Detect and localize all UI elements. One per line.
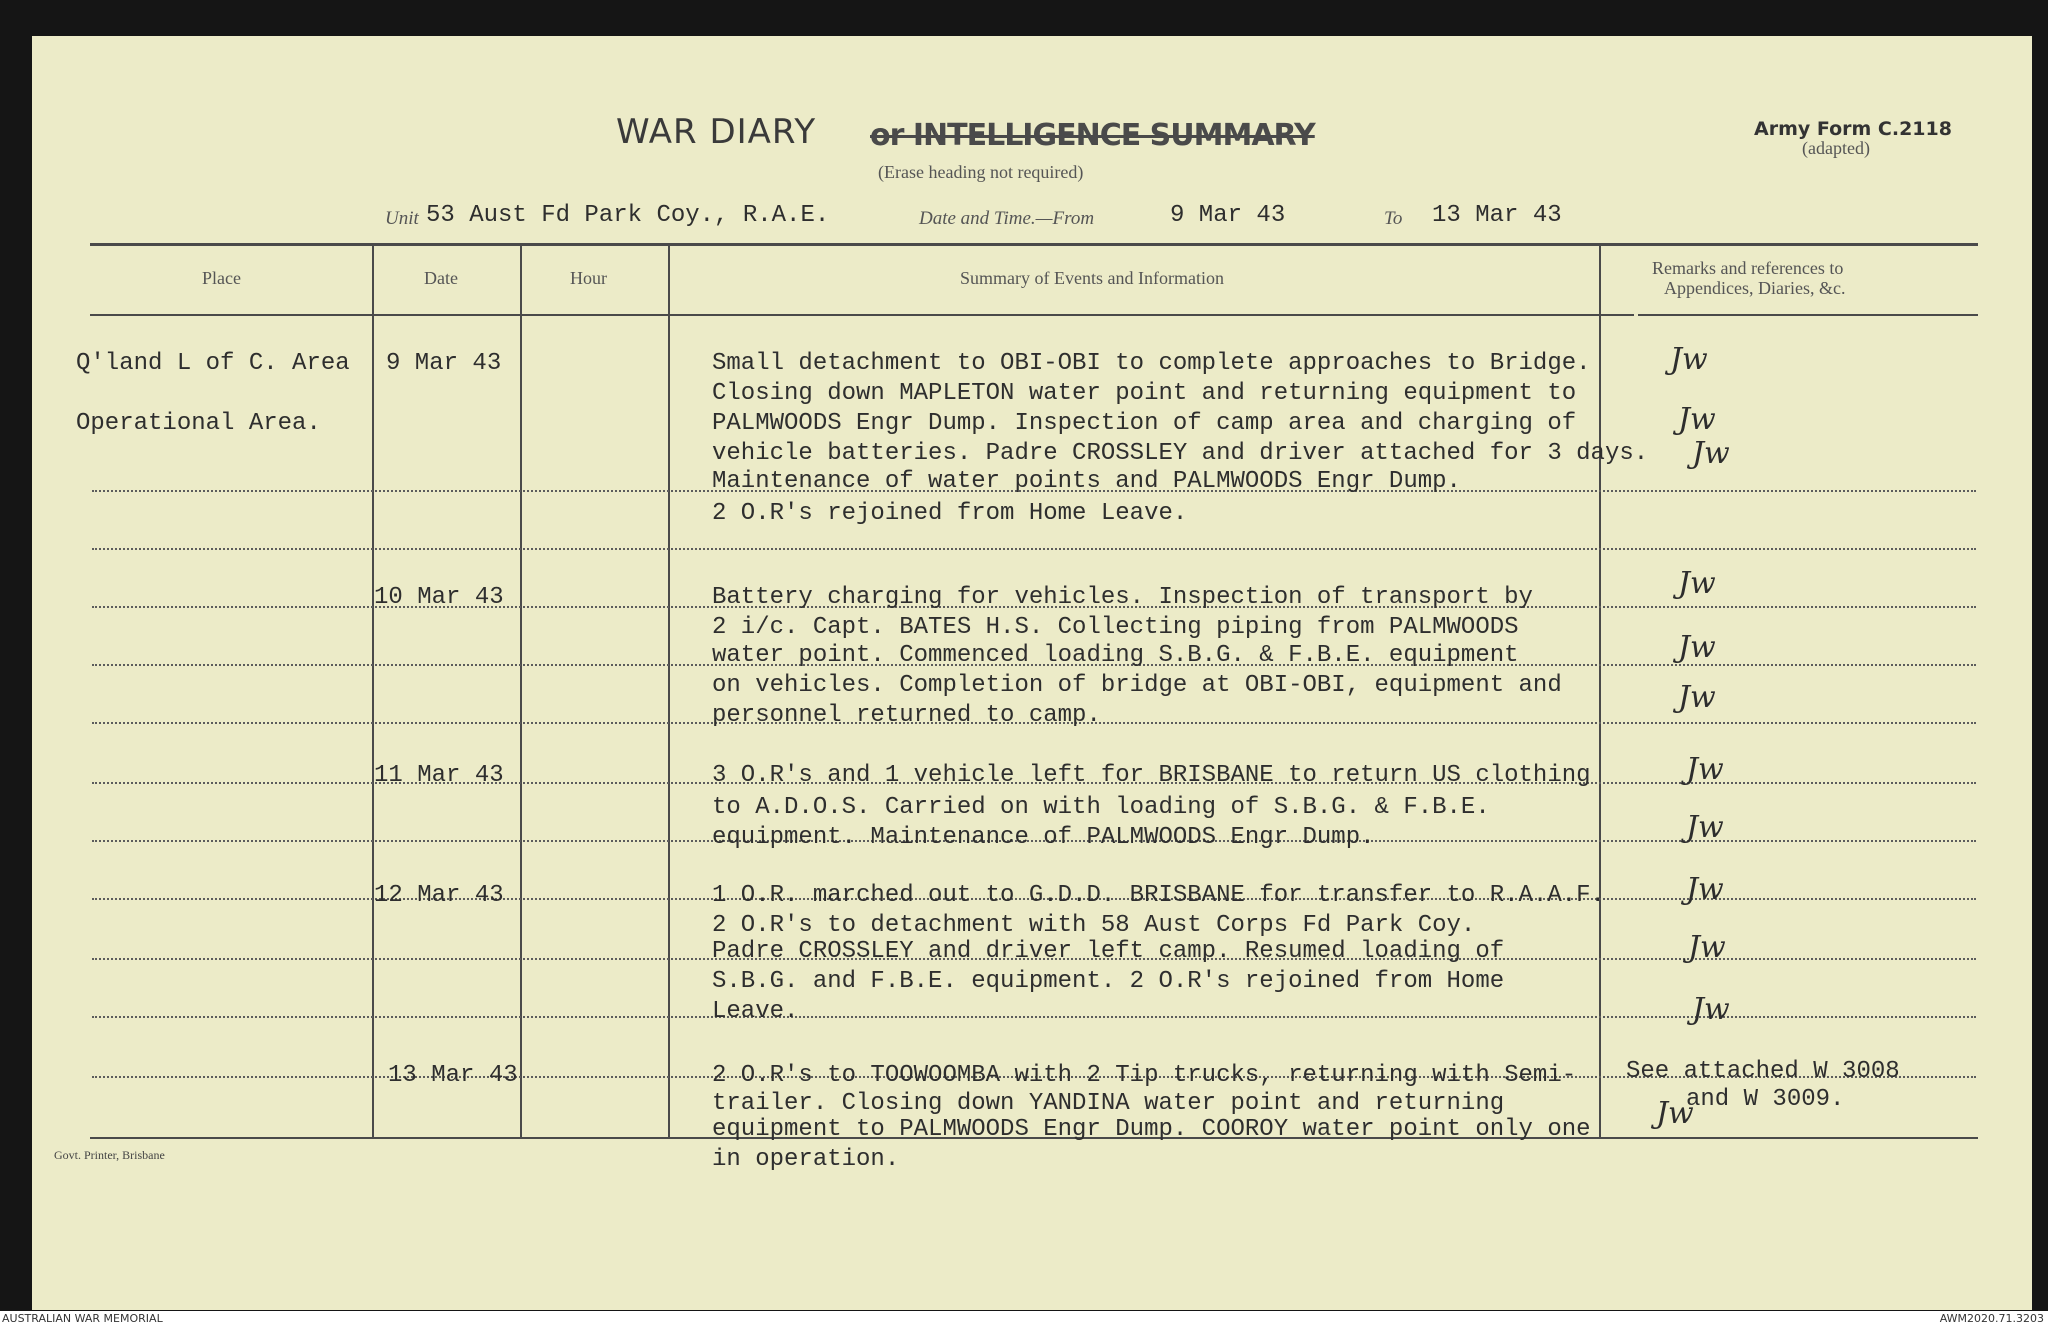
handwritten-initials: Jw	[1692, 992, 1730, 1027]
summary-line: Small detachment to OBI-OBI to complete approaches to Bridge.	[712, 350, 1591, 377]
ruled-line	[92, 548, 1976, 550]
erase-note: (Erase heading not required)	[878, 162, 1084, 182]
col-header-remarks: Remarks and references to	[1652, 258, 1844, 278]
archive-name: AUSTRALIAN WAR MEMORIAL	[2, 1312, 163, 1325]
col-header-remarks: Appendices, Diaries, &c.	[1664, 278, 1846, 298]
date-time-label: Date and Time.—From	[919, 208, 1095, 229]
summary-line: Maintenance of water points and PALMWOODS Engr Dump.	[712, 468, 1461, 495]
summary-line: Battery charging for vehicles. Inspection of transport by	[712, 584, 1533, 611]
summary-line: vehicle batteries. Padre CROSSLEY and driver attached for 3 days.	[712, 440, 1649, 467]
unit-label: Unit	[385, 208, 419, 229]
place-text: Q'land L of C. Area	[76, 350, 350, 377]
from-date: 9 Mar 43	[1170, 202, 1286, 229]
summary-line: equipment to PALMWOODS Engr Dump. COOROY water point only one	[712, 1116, 1591, 1143]
summary-line: Closing down MAPLETON water point and returning equipment to	[712, 380, 1577, 407]
col-header-date: Date	[424, 268, 458, 288]
summary-line: Leave.	[712, 998, 799, 1025]
handwritten-initials: Jw	[1656, 1096, 1694, 1131]
col-header-place: Place	[202, 268, 241, 288]
remarks-text: See attached W 3008	[1626, 1058, 1900, 1085]
summary-line: trailer. Closing down YANDINA water point and returning	[712, 1090, 1505, 1117]
col-divider-3	[668, 244, 670, 1138]
archive-reference: AWM2020.71.3203	[1939, 1312, 2044, 1325]
handwritten-initials: Jw	[1678, 402, 1716, 437]
entry-date: 10 Mar 43	[374, 584, 504, 611]
army-form-label: Army Form C.2118	[1754, 118, 1952, 140]
handwritten-initials: Jw	[1688, 930, 1726, 965]
summary-line: equipment. Maintenance of PALMWOODS Engr Dump.	[712, 824, 1375, 851]
printer-imprint: Govt. Printer, Brisbane	[54, 1148, 165, 1162]
header-rule-2	[1638, 314, 1978, 316]
archive-footer	[0, 1311, 2048, 1327]
col-header-summary: Summary of Events and Information	[960, 268, 1224, 288]
entry-date: 13 Mar 43	[388, 1062, 518, 1089]
struck-heading: or INTELLIGENCE SUMMARY	[870, 118, 1315, 153]
handwritten-initials: Jw	[1686, 810, 1724, 845]
handwritten-initials: Jw	[1686, 752, 1724, 787]
place-text: Operational Area.	[76, 410, 321, 437]
summary-line: to A.D.O.S. Carried on with loading of S.B.G. & F.B.E.	[712, 794, 1490, 821]
to-label: To	[1384, 208, 1403, 229]
col-divider-1	[372, 244, 374, 1138]
entry-date: 12 Mar 43	[374, 882, 504, 909]
col-divider-4	[1599, 244, 1601, 1138]
summary-line: Padre CROSSLEY and driver left camp. Resumed loading of	[712, 938, 1505, 965]
remarks-text: and W 3009.	[1686, 1086, 1845, 1113]
summary-line: 2 O.R's rejoined from Home Leave.	[712, 500, 1188, 527]
summary-line: PALMWOODS Engr Dump. Inspection of camp area and charging of	[712, 410, 1577, 437]
summary-line: 2 O.R's to TOOWOOMBA with 2 Tip trucks, returning with Semi-	[712, 1062, 1577, 1089]
summary-line: 2 O.R's to detachment with 58 Aust Corps Fd Park Coy.	[712, 912, 1476, 939]
summary-line: in operation.	[712, 1146, 900, 1173]
to-date: 13 Mar 43	[1432, 202, 1562, 229]
diary-sheet	[32, 36, 2032, 1310]
unit-value: 53 Aust Fd Park Coy., R.A.E.	[426, 202, 830, 229]
entry-date: 9 Mar 43	[386, 350, 502, 377]
header-rule-1	[90, 314, 1634, 316]
handwritten-initials: Jw	[1686, 872, 1724, 907]
handwritten-initials: Jw	[1670, 342, 1708, 377]
handwritten-initials: Jw	[1678, 566, 1716, 601]
summary-line: 2 i/c. Capt. BATES H.S. Collecting piping from PALMWOODS	[712, 614, 1519, 641]
handwritten-initials: Jw	[1692, 436, 1730, 471]
col-header-hour: Hour	[570, 268, 607, 288]
summary-line: S.B.G. and F.B.E. equipment. 2 O.R's rejoined from Home	[712, 968, 1505, 995]
summary-line: water point. Commenced loading S.B.G. & F.B.E. equipment	[712, 642, 1519, 669]
summary-line: personnel returned to camp.	[712, 702, 1101, 729]
summary-line: 3 O.R's and 1 vehicle left for BRISBANE to return US clothing	[712, 762, 1591, 789]
col-divider-2	[520, 244, 522, 1138]
entry-date: 11 Mar 43	[374, 762, 504, 789]
handwritten-initials: Jw	[1678, 680, 1716, 715]
diary-title: WAR DIARY	[616, 112, 817, 152]
handwritten-initials: Jw	[1678, 630, 1716, 665]
summary-line: on vehicles. Completion of bridge at OBI-OBI, equipment and	[712, 672, 1562, 699]
summary-line: 1 O.R. marched out to G.D.D. BRISBANE for transfer to R.A.A.F.	[712, 882, 1605, 909]
adapted-label: (adapted)	[1802, 138, 1870, 158]
